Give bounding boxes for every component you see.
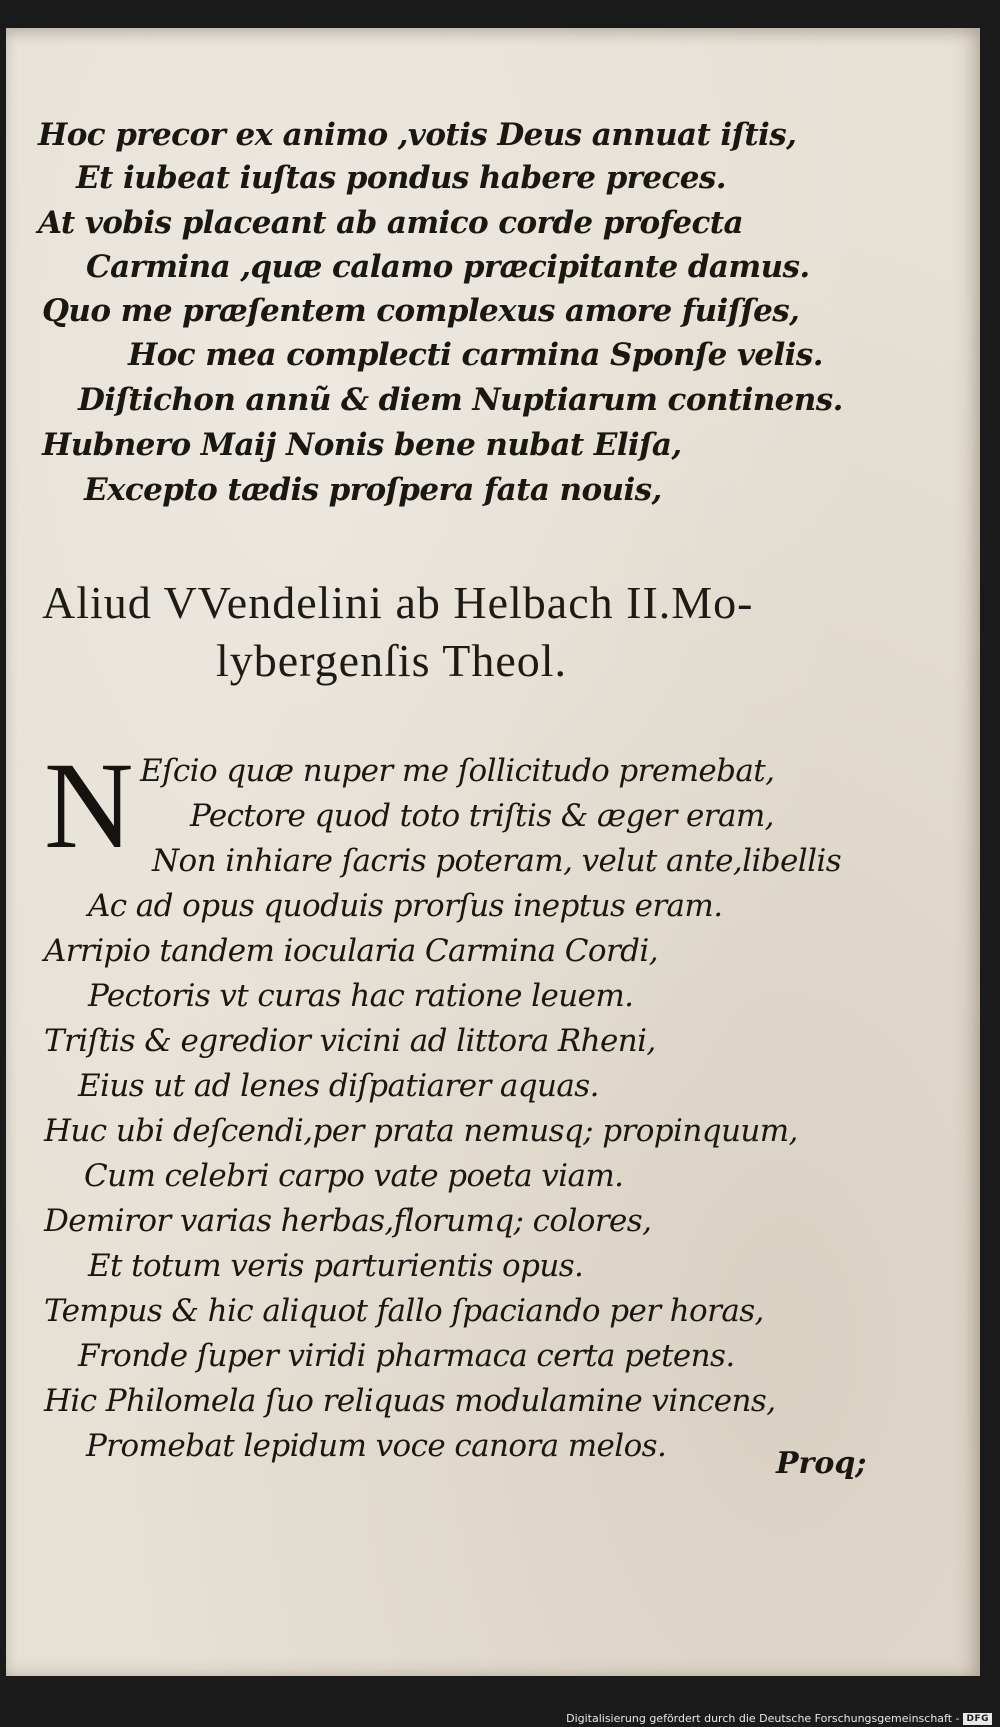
poem-line: Eius ut ad lenes diſpatiarer aquas. xyxy=(78,1068,599,1104)
verse-line: Hubnero Maij Nonis bene nubat Eliſa, xyxy=(42,427,682,463)
verse-line: Hoc mea complecti carmina Sponſe velis. xyxy=(128,337,823,373)
verse-line: Diſtichon annũ & diem Nuptiarum continens. xyxy=(78,382,843,418)
poem-line: Eſcio quæ nuper me ſollicitudo premebat, xyxy=(140,753,775,789)
verse-line: Carmina ,quæ calamo præcipitante damus. xyxy=(86,249,810,285)
verse-line: Excepto tædis proſpera fata nouis, xyxy=(84,472,662,508)
verse-line: Hoc precor ex animo ,votis Deus annuat iſtis, xyxy=(38,117,797,153)
poem-line: Huc ubi deſcendi,per prata nemusq; propinquum, xyxy=(44,1113,798,1149)
poem-line: Ac ad opus quoduis prorſus ineptus eram. xyxy=(88,888,723,924)
section-heading: lybergenſis Theol. xyxy=(216,635,568,686)
poem-line: Tempus & hic aliquot fallo ſpaciando per horas, xyxy=(44,1293,764,1329)
poem-line: Fronde ſuper viridi pharmaca certa petens. xyxy=(78,1338,735,1374)
verse-line: Et iubeat iuſtas pondus habere preces. xyxy=(76,160,726,196)
dfg-logo-icon: DFG xyxy=(963,1713,992,1725)
book-page xyxy=(6,28,980,1676)
poem-line: Et totum veris parturientis opus. xyxy=(88,1248,584,1284)
digitization-credit xyxy=(566,1712,992,1725)
poem-line: Pectoris vt curas hac ratione leuem. xyxy=(88,978,634,1014)
poem-line: Demiror varias herbas,florumq; colores, xyxy=(44,1203,652,1239)
poem-line: Pectore quod toto triſtis & æger eram, xyxy=(190,798,774,834)
verse-line: Quo me præſentem complexus amore fuiſſes, xyxy=(42,293,800,329)
poem-line: Non inhiare ſacris poteram, velut ante,libellis xyxy=(152,843,842,879)
poem-line: Promebat lepidum voce canora melos. xyxy=(86,1428,667,1464)
poem-line: Arripio tandem iocularia Carmina Cordi, xyxy=(44,933,658,969)
catchword: Proq; xyxy=(776,1446,867,1481)
poem-line: Hic Philomela ſuo reliquas modulamine vincens, xyxy=(44,1383,776,1419)
section-heading: Aliud VVendelini ab Helbach II.Mo- xyxy=(42,577,754,628)
verse-line: At vobis placeant ab amico corde profecta xyxy=(38,205,743,241)
footer-band xyxy=(0,1676,1000,1727)
drop-cap: N xyxy=(44,737,134,874)
credit-text: Digitalisierung gefördert durch die Deutsche Forschungsgemeinschaft - xyxy=(566,1712,960,1725)
poem-line: Triſtis & egredior vicini ad littora Rheni, xyxy=(44,1023,656,1059)
poem-line: Cum celebri carpo vate poeta viam. xyxy=(84,1158,624,1194)
